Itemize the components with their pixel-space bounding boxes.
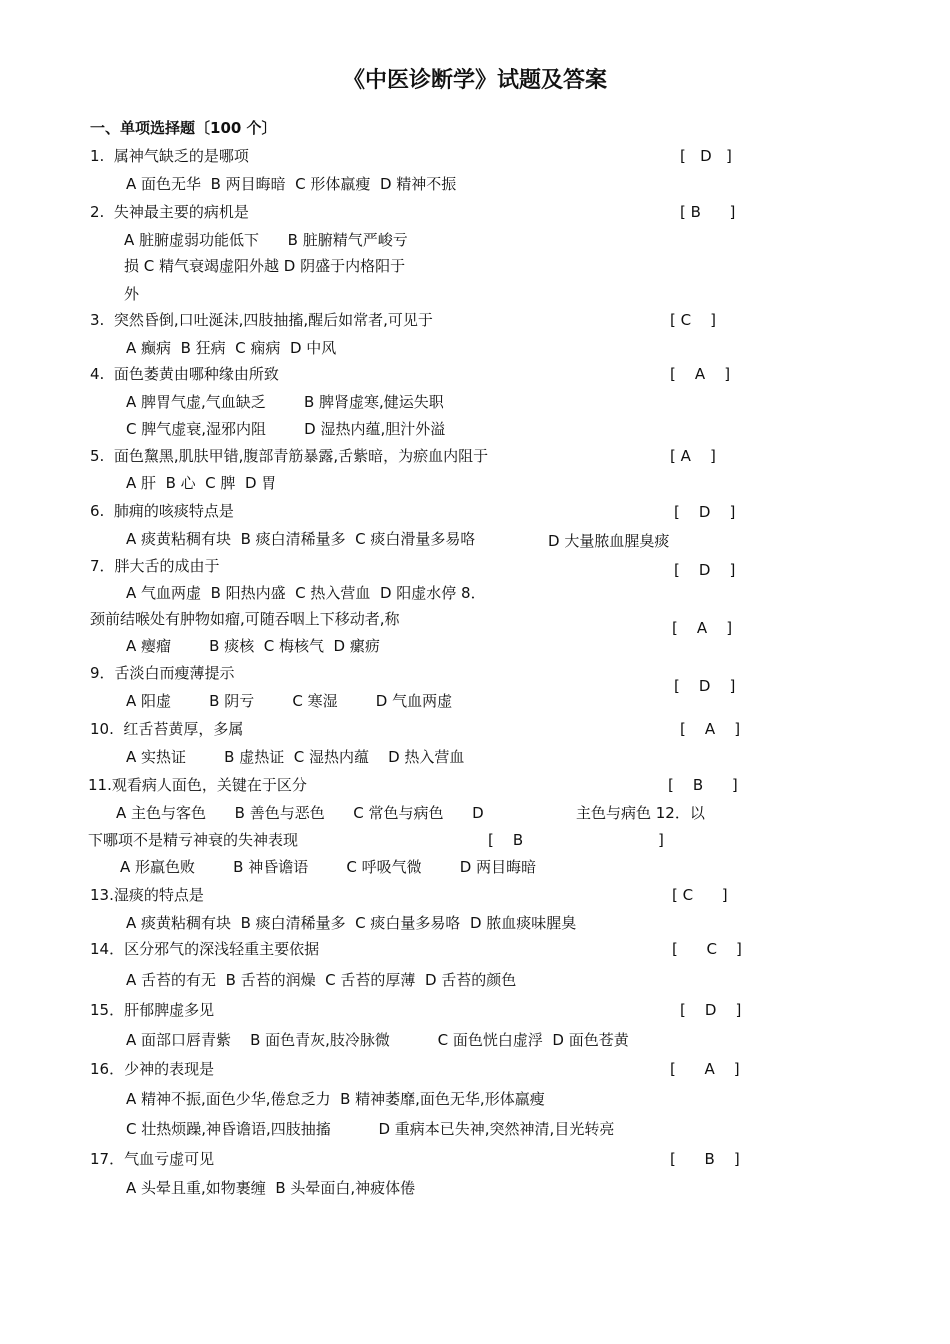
options-11-d: 主色与病色 12．以 bbox=[576, 804, 705, 822]
answer-6: [ D ] bbox=[674, 503, 736, 521]
options-7: A 气血两虚 B 阳热内盛 C 热入营血 D 阳虚水停 8． bbox=[126, 584, 486, 602]
options-5: A 肝 B 心 C 脾 D 胃 bbox=[126, 474, 277, 492]
options-14: A 舌苔的有无 B 舌苔的润燥 C 舌苔的厚薄 D 舌苔的颜色 bbox=[126, 971, 517, 989]
question-3: 3. 突然昏倒,口吐涎沫,四肢抽搐,醒后如常者,可见于 bbox=[90, 311, 433, 329]
answer-12-open: [ B bbox=[488, 831, 524, 849]
answer-12-close: ] bbox=[658, 831, 664, 849]
question-11: 11.观看病人面色，关键在于区分 bbox=[88, 776, 307, 794]
question-1: 1. 属神气缺乏的是哪项 bbox=[90, 147, 249, 165]
section-heading: 一、单项选择题〔100 个〕 bbox=[90, 119, 277, 137]
question-17: 17．气血亏虚可见 bbox=[90, 1150, 215, 1168]
options-4-line-2: C 脾气虚衰,湿邪内阻 D 湿热内蕴,胆汁外溢 bbox=[126, 420, 446, 438]
options-15: A 面部口唇青紫 B 面色青灰,肢冷脉微 C 面色恍白虚浮 D 面色苍黄 bbox=[126, 1031, 629, 1049]
answer-8: [ A ] bbox=[672, 619, 733, 637]
question-14: 14．区分邪气的深浅轻重主要依据 bbox=[90, 940, 320, 958]
question-7: 7．胖大舌的成由于 bbox=[90, 557, 220, 575]
answer-2: [ B ] bbox=[680, 203, 736, 221]
answer-14: [ C ] bbox=[672, 940, 742, 958]
answer-16: [ A ] bbox=[670, 1060, 740, 1078]
options-9: A 阳虚 B 阴亏 C 寒湿 D 气血两虚 bbox=[126, 692, 453, 710]
options-8: A 瘿瘤 B 痰核 C 梅核气 D 瘰疬 bbox=[126, 637, 380, 655]
options-13: A 痰黄粘稠有块 B 痰白清稀量多 C 痰白量多易咯 D 脓血痰味腥臭 bbox=[126, 914, 577, 932]
answer-1: [ D ] bbox=[680, 147, 732, 165]
answer-13: [ C ] bbox=[672, 886, 728, 904]
answer-10: [ A ] bbox=[680, 720, 741, 738]
options-6-d: D 大量脓血腥臭痰 bbox=[548, 532, 670, 550]
options-10: A 实热证 B 虚热证 C 湿热内蕴 D 热入营血 bbox=[126, 748, 465, 766]
options-17: A 头晕且重,如物裹缠 B 头晕面白,神疲体倦 bbox=[126, 1179, 416, 1197]
answer-9: [ D ] bbox=[674, 677, 736, 695]
options-3: A 癫病 B 狂病 C 痫病 D 中风 bbox=[126, 339, 337, 357]
options-2-line-2: 损 C 精气衰竭虚阳外越 D 阴盛于内格阳于 bbox=[124, 257, 406, 275]
options-2-line-1: A 脏腑虚弱功能低下 B 脏腑精气严峻亏 bbox=[124, 231, 408, 249]
question-6: 6. 肺痈的咳痰特点是 bbox=[90, 502, 234, 520]
options-2-line-3: 外 bbox=[124, 285, 140, 303]
options-16-line-2: C 壮热烦躁,神昏谵语,四肢抽搐 D 重病本已失神,突然神清,目光转亮 bbox=[126, 1120, 615, 1138]
answer-4: [ A ] bbox=[670, 365, 731, 383]
question-8: 颈前结喉处有肿物如瘤,可随吞咽上下移动者,称 bbox=[90, 610, 400, 628]
question-16: 16．少神的表现是 bbox=[90, 1060, 215, 1078]
answer-5: [ A ] bbox=[670, 447, 716, 465]
question-10: 10. 红舌苔黄厚，多属 bbox=[90, 720, 244, 738]
answer-15: [ D ] bbox=[680, 1001, 742, 1019]
question-15: 15．肝郁脾虚多见 bbox=[90, 1001, 215, 1019]
options-4-line-1: A 脾胃气虚,气血缺乏 B 脾肾虚寒,健运失职 bbox=[126, 393, 444, 411]
options-6: A 痰黄粘稠有块 B 痰白清稀量多 C 痰白滑量多易咯 bbox=[126, 530, 476, 548]
options-12: A 形羸色败 B 神昏谵语 C 呼吸气微 D 两目晦暗 bbox=[120, 858, 537, 876]
answer-11: [ B ] bbox=[668, 776, 738, 794]
document-title: 《中医诊断学》试题及答案 bbox=[342, 68, 607, 93]
options-11: A 主色与客色 B 善色与恶色 C 常色与病色 D bbox=[116, 804, 484, 822]
answer-3: [ C ] bbox=[670, 311, 717, 329]
question-13: 13.湿痰的特点是 bbox=[90, 886, 204, 904]
question-12: 下哪项不是精亏神衰的失神表现 bbox=[88, 831, 299, 849]
answer-7: [ D ] bbox=[674, 561, 736, 579]
options-16-line-1: A 精神不振,面色少华,倦怠乏力 B 精神萎靡,面色无华,形体羸瘦 bbox=[126, 1090, 545, 1108]
answer-17: [ B ] bbox=[670, 1150, 740, 1168]
question-2: 2. 失神最主要的病机是 bbox=[90, 203, 249, 221]
question-5: 5. 面色黧黑,肌肤甲错,腹部青筋暴露,舌紫暗，为瘀血内阻于 bbox=[90, 447, 489, 465]
question-4: 4. 面色萎黄由哪种缘由所致 bbox=[90, 365, 279, 383]
question-9: 9．舌淡白而瘦薄提示 bbox=[90, 664, 235, 682]
options-1: A 面色无华 B 两目晦暗 C 形体羸瘦 D 精神不振 bbox=[126, 175, 457, 193]
